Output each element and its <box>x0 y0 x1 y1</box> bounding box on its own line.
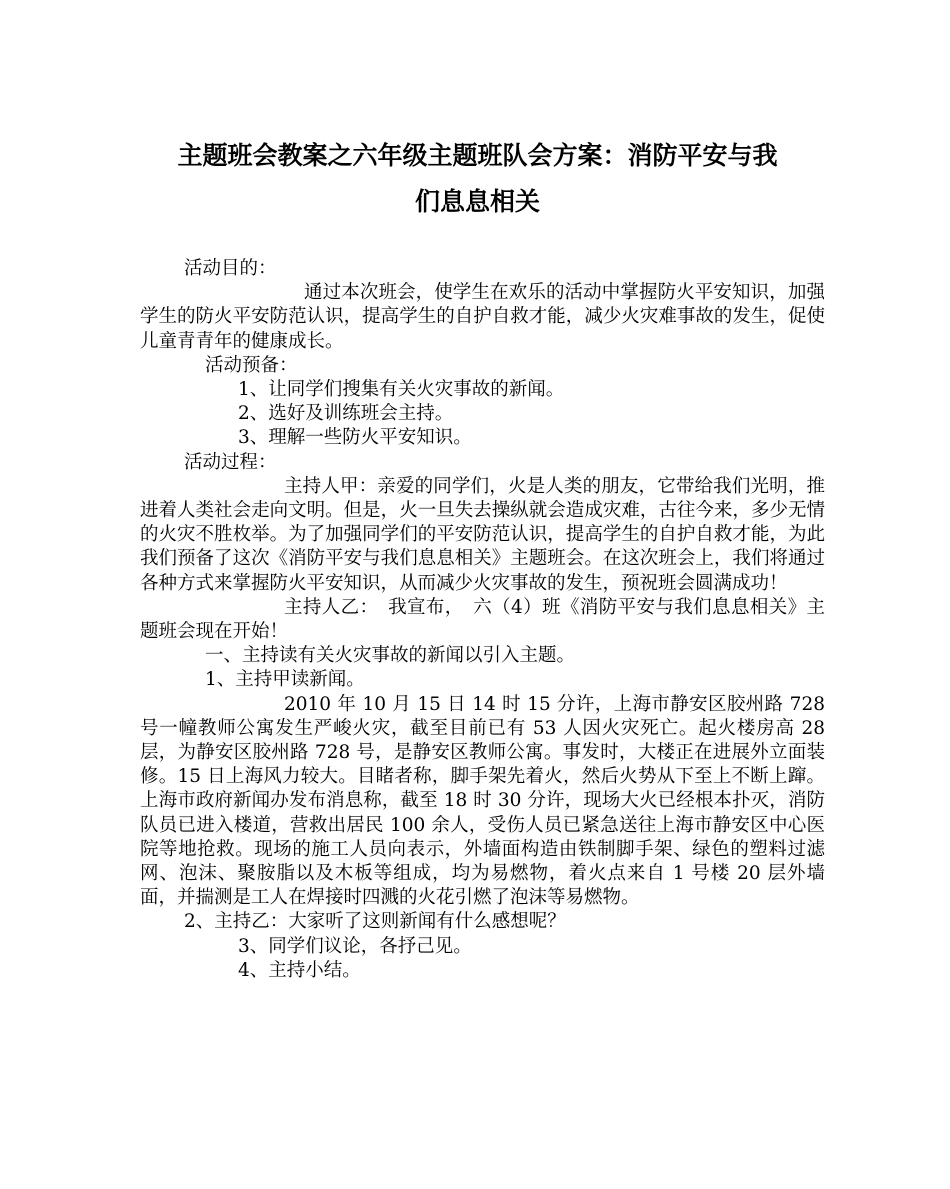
list-item: 4、主持小结。 <box>238 959 361 981</box>
paragraph-read-news: 1、主持甲读新闻。 <box>205 669 365 691</box>
document-title-line-2: 们息息相关 <box>414 187 540 216</box>
list-item: 3、同学们议论，各抒己见。 <box>238 935 472 957</box>
section-heading-preparation: 活动预备： <box>205 354 298 376</box>
paragraph-news: 2010 年 10 月 15 日 14 时 15 分许，上海市静安区胶州路 728 号一幢教师公寓发生严峻火灾，截至目前已有 53 人因火灾死亡。起火楼房高 28 层，为静安区胶州路 728 号，是静安区教师公寓。事发时，大楼正在进展外立面装修。15 日上海风力较大。目睹者称，脚手架先着火，然后火势从下至上不断上蹿。上海市政府新闻办发布消息称，截至 18 时 30 分许，现场大火已经根本扑灭，消防队员已进入楼道，营救出居民 100 余人，受伤人员已紧急送往上海市静安区中心医院等地抢救。现场的施工人员向表示，外墙面构造由铁制脚手架、绿色的塑料过滤网、泡沫、聚胺脂以及木板等组成，均为易燃物，着火点来自 1 号楼 20 层外墙面，并揣测是工人在焊接时四溅的火花引燃了泡沫等易燃物。 <box>140 693 825 909</box>
paragraph-purpose: 通过本次班会，使学生在欢乐的活动中掌握防火平安知识，加强学生的防火平安防范认识，提高学生的自护自救才能，减少火灾难事故的发生，促使儿童青青年的健康成长。 <box>140 282 825 352</box>
document-body <box>140 257 825 983</box>
paragraph-host-b: 主持人乙： 我宣布， 六（4）班《消防平安与我们息息相关》主题班会现在开始！ <box>140 596 825 643</box>
paragraph-step-one: 一、主持读有关火灾事故的新闻以引入主题。 <box>205 645 576 667</box>
paragraph-host-b-question: 2、主持乙：大家听了这则新闻有什么感想呢？ <box>184 911 566 933</box>
section-heading-purpose: 活动目的： <box>184 258 277 279</box>
list-item: 1、让同学们搜集有关火灾事故的新闻。 <box>238 379 565 401</box>
document-title-line-1: 主题班会教案之六年级主题班队会方案：消防平安与我 <box>177 141 778 170</box>
section-heading-process: 活动过程： <box>184 451 277 473</box>
list-item: 2、选好及训练班会主持。 <box>238 403 454 425</box>
list-item: 3、理解一些防火平安知识。 <box>238 427 472 449</box>
paragraph-host-a: 主持人甲：亲爱的同学们，火是人类的朋友，它带给我们光明，推进着人类社会走向文明。但是，火一旦失去操纵就会造成灾难，古往今来，多少无情的火灾不胜枚举。为了加强同学们的平安防范认识，提高学生的自护自救才能，为此我们预备了这次《消防平安与我们息息相关》主题班会。在这次班会上，我们将通过各种方式来掌握防火平安知识，从而减少火灾事故的发生，预祝班会圆满成功！ <box>140 475 825 594</box>
